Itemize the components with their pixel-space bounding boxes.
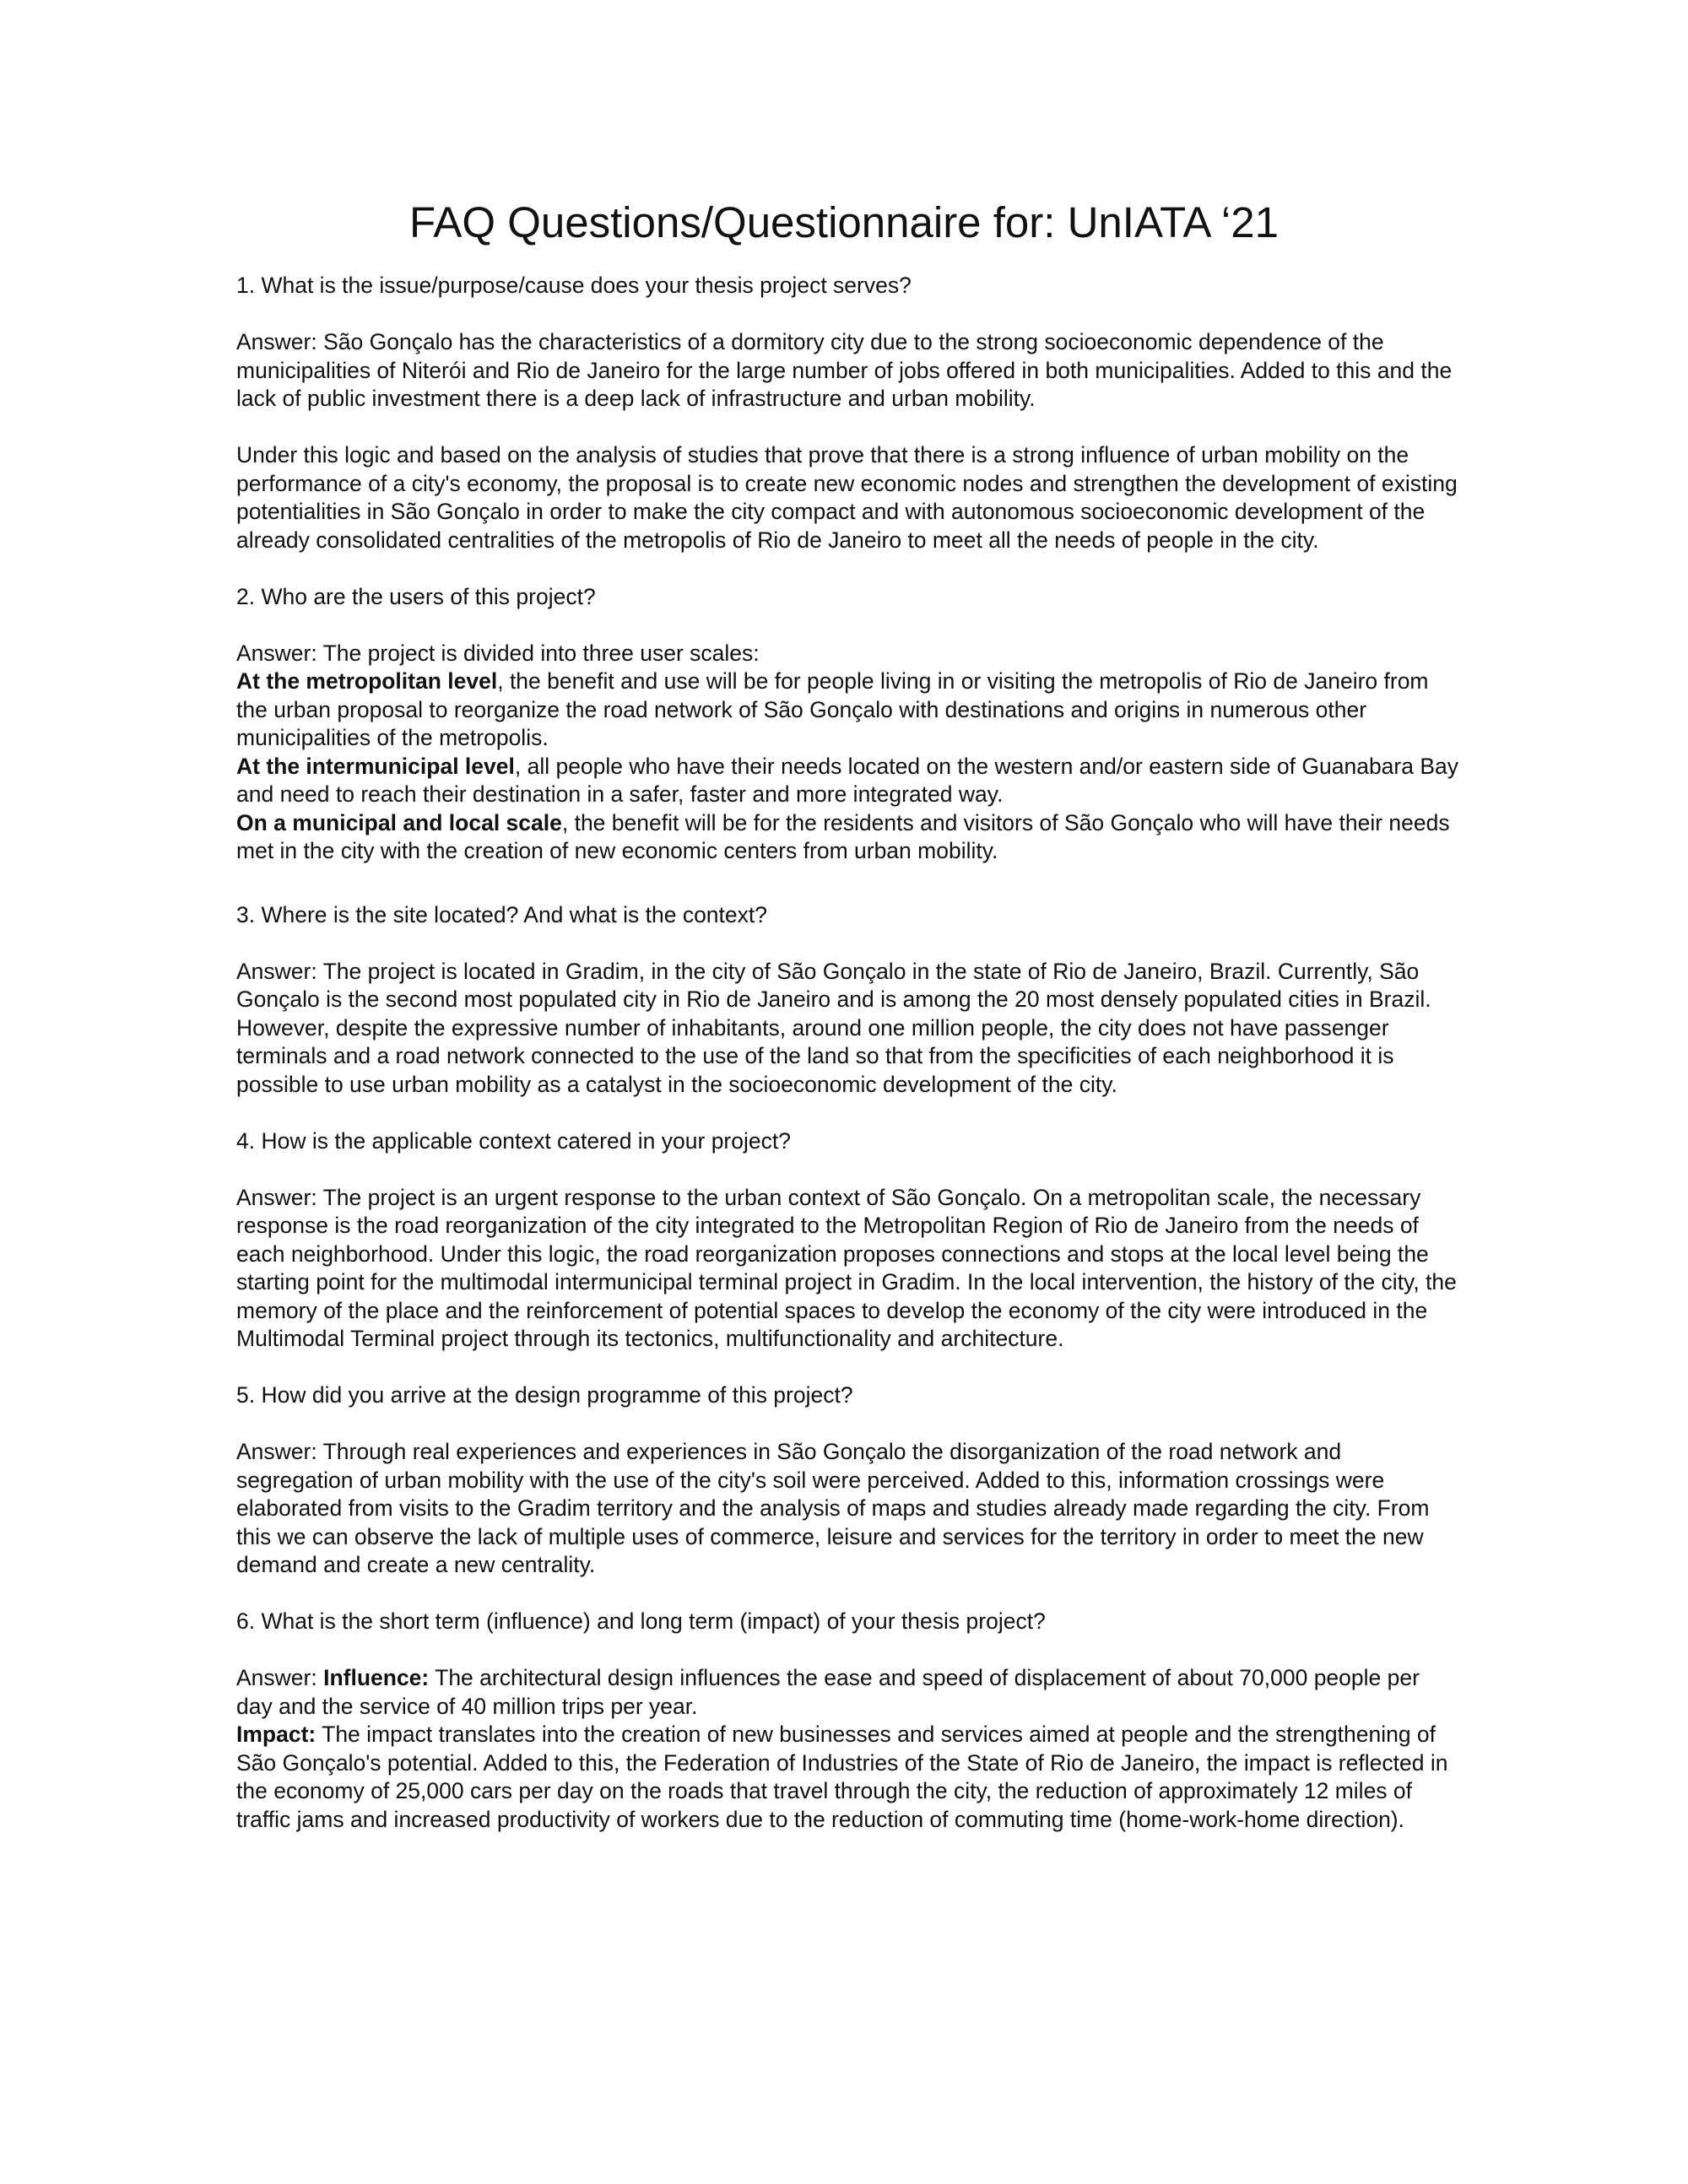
scale-label: At the metropolitan level — [236, 668, 498, 694]
answer-prefix: Answer: — [236, 1439, 323, 1464]
influence-label: Influence: — [323, 1665, 430, 1690]
answer-5: Answer: Through real experiences and experiences in São Gonçalo the disorganization of the road network and segregation of urban mobility with the use of the city's soil were perceived. Added to this, information crossings were elaborated from visits to the Gradim territory and the analysis of maps and studies already made regarding the city. From this we can observe the lack of multiple uses of commerce, leisure and services for the territory in order to meet the new demand and create a new centrality. — [236, 1439, 1430, 1577]
answer-prefix: Answer: — [236, 640, 323, 666]
answer-3: Answer: The project is located in Gradim, in the city of São Gonçalo in the state of Rio de Janeiro, Brazil. Currently, São Gonçalo is the second most populated city in Rio de Janeiro and is among the 20 most densely populated cities in Brazil. However, despite the expressive number of inhabitants, around one million people, the city does not have passenger terminals and a road network connected to the use of the land so that from the specificities of each neighborhood it is possible to use urban mobility as a catalyst in the socioeconomic development of the city. — [236, 958, 1431, 1097]
answer-2-scale-intermunicipal: At the intermunicipal level, all people who have their needs located on the western and/or eastern side of Guanabara Bay and need to reach their destination in a safer, faster and more integrated way. — [236, 753, 1459, 807]
faq-body — [236, 272, 1460, 1834]
page-title: FAQ Questions/Questionnaire for: UnIATA ‘21 — [409, 198, 1279, 246]
scale-label: At the intermunicipal level — [236, 753, 515, 779]
answer-prefix: Answer: — [236, 958, 323, 984]
answer-2-scale-municipal: On a municipal and local scale, the benefit will be for the residents and visitors of São Gonçalo who will have their needs met in the city with the creation of new economic centers from urban mobility. — [236, 809, 1450, 863]
answer-6-influence: Answer: Influence: The architectural design influences the ease and speed of displacement of about 70,000 people per day and the service of 40 million trips per year. — [236, 1665, 1420, 1719]
answer-1-paragraph-1: Answer: São Gonçalo has the characteristics of a dormitory city due to the strong socioeconomic dependence of the municipalities of Niterói and Rio de Janeiro for the large number of jobs offered in both municipalities. Added to this and the lack of public investment there is a deep lack of infrastructure and urban mobility. — [236, 329, 1453, 411]
answer-4: Answer: The project is an urgent response to the urban context of São Gonçalo. On a metropolitan scale, the necessary response is the road reorganization of the city integrated to the Metropolitan Region of Rio de Janeiro from the needs of each neighborhood. Under this logic, the road reorganization proposes connections and stops at the local level being the starting point for the multimodal intermunicipal terminal project in Gradim. In the local intervention, the history of the city, the memory of the place and the reinforcement of potential spaces to develop the economy of the city were introduced in the Multimodal Terminal project through its tectonics, multifunctionality and architecture. — [236, 1184, 1457, 1351]
answer-prefix: Answer: — [236, 1184, 323, 1210]
scale-label: On a municipal and local scale — [236, 809, 562, 835]
question-6: 6. What is the short term (influence) and long term (impact) of your thesis project? — [236, 1608, 1046, 1634]
answer-2-scale-metropolitan: At the metropolitan level, the benefit and use will be for people living in or visiting the metropolis of Rio de Janeiro from the urban proposal to reorganize the road network of São Gonçalo with destinations and origins in numerous other municipalities of the metropolis. — [236, 668, 1429, 750]
question-2: 2. Who are the users of this project? — [236, 583, 596, 609]
answer-2-intro: Answer: The project is divided into three user scales: — [236, 640, 760, 666]
answer-prefix: Answer: — [236, 329, 324, 354]
answer-6-impact: Impact: The impact translates into the creation of new businesses and services aimed at people and the strengthening of São Gonçalo's potential. Added to this, the Federation of Industries of the State of Rio de Janeiro, the impact is reflected in the economy of 25,000 cars per day on the roads that travel through the city, the reduction of approximately 12 miles of traffic jams and increased productivity of workers due to the reduction of commuting time (home-work-home direction). — [236, 1722, 1448, 1832]
answer-1-paragraph-2: Under this logic and based on the analysis of studies that prove that there is a strong influence of urban mobility on the performance of a city's economy, the proposal is to create new economic nodes and strengthen the development of existing potentialities in São Gonçalo in order to make the city compact and with autonomous socioeconomic development of the already consolidated centralities of the metropolis of Rio de Janeiro to meet all the needs of people in the city. — [236, 442, 1458, 553]
impact-label: Impact: — [236, 1722, 316, 1747]
question-4: 4. How is the applicable context catered in your project? — [236, 1127, 791, 1154]
question-1: 1. What is the issue/purpose/cause does your thesis project serves? — [236, 273, 912, 298]
question-3: 3. Where is the site located? And what is the context? — [236, 901, 767, 927]
question-5: 5. How did you arrive at the design programme of this project? — [236, 1382, 853, 1408]
answer-prefix: Answer: — [236, 1665, 324, 1690]
